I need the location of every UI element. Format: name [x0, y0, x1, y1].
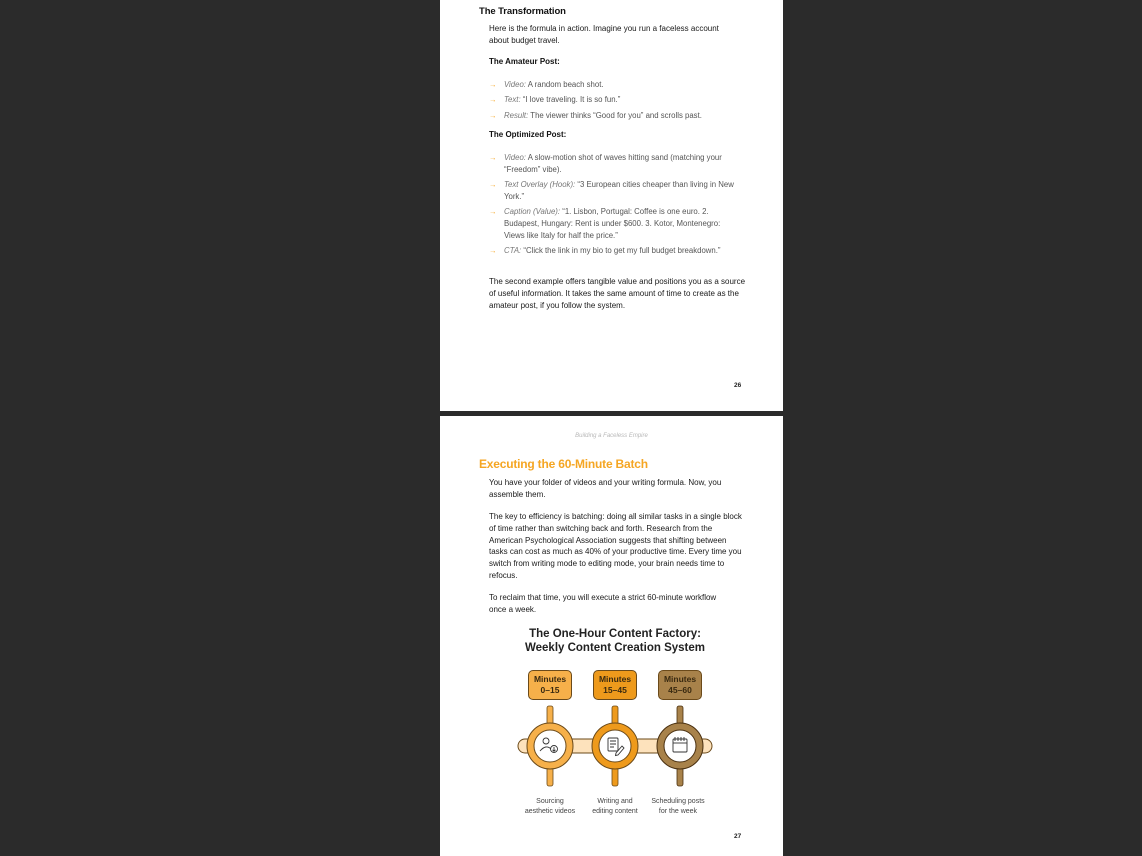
stage-3-inner: [664, 730, 696, 762]
infographic-title-line-2: Weekly Content Creation System: [524, 642, 705, 654]
list-item: [489, 94, 739, 106]
item-text: “3 European cities cheaper than living in New York.”: [504, 180, 734, 201]
closing-paragraph: The second example offers tangible value and positions you as a source of useful information. It takes the same amount of time to create as the amateur post, if you follow the system.: [489, 277, 746, 310]
stage-2-caption: Writing and editing content: [592, 798, 638, 815]
timeline-graphic: [500, 624, 730, 824]
list-item: [489, 79, 739, 91]
running-header: Building a Faceless Empire: [575, 433, 648, 439]
arrow-bullet-icon: →: [489, 153, 497, 162]
page-number: 27: [734, 833, 742, 840]
infographic-title-line-1: The One-Hour Content Factory:: [529, 628, 701, 640]
amateur-post-title: The Amateur Post:: [489, 57, 560, 66]
stage-3-time-badge: [658, 670, 702, 700]
content-factory-infographic: [500, 624, 730, 824]
stage-2-time-label: Minutes: [598, 674, 632, 684]
item-label: Text:: [504, 95, 521, 105]
section-heading: Executing the 60-Minute Batch: [479, 457, 648, 471]
arrow-bullet-icon: →: [489, 80, 497, 89]
paragraph-3: To reclaim that time, you will execute a strict 60-minute workflow once a week.: [489, 593, 717, 614]
item-text: The viewer thinks “Good for you” and scrolls past.: [528, 110, 702, 120]
list-item: [489, 206, 739, 241]
arrow-bullet-icon: →: [489, 180, 497, 190]
optimized-post-list: [489, 152, 739, 260]
arrow-bullet-icon: →: [489, 95, 497, 105]
stage-3-caption: Scheduling posts for the week: [651, 798, 705, 815]
stage-1-time-label: Minutes: [533, 674, 567, 684]
item-label: Caption (Value):: [504, 207, 561, 217]
stage-3-time-range: 45–60: [668, 685, 692, 695]
paragraph-2: The key to efficiency is batching: doing all similar tasks in a single block of time rather than switching back and forth. Research from the American Psychological Association suggests that shifting between tasks can cost as much as 40% of your productive time. Every time you switch from writing mode to editing mode, your brain needs time to refocus.: [489, 512, 742, 580]
list-item: [489, 152, 739, 176]
item-label: Video:: [504, 80, 526, 89]
list-item: [489, 179, 739, 203]
item-text: “1. Lisbon, Portugal: Coffee is one euro. 2. Budapest, Hungary: Rent is under $600. 3. Kotor, Montenegro: Views like Italy for half the price.”: [504, 207, 721, 240]
page-27: [440, 416, 783, 856]
item-label: Video:: [504, 153, 526, 162]
stage-1-time-badge: [528, 670, 572, 700]
stage-3-time-label: Minutes: [663, 674, 697, 684]
stage-2-inner: [599, 730, 631, 762]
item-label: Text Overlay (Hook):: [504, 180, 576, 190]
arrow-bullet-icon: →: [489, 110, 497, 120]
item-label: Result:: [504, 110, 529, 120]
intro-paragraph: Here is the formula in action. Imagine you run a faceless account about budget travel.: [489, 24, 719, 45]
list-item: [489, 245, 739, 257]
item-text: “I love traveling. It is so fun.”: [520, 95, 621, 105]
item-text: “Click the link in my bio to get my full budget breakdown.”: [521, 246, 721, 256]
stage-2-time-badge: [593, 670, 637, 700]
item-text: A random beach shot.: [525, 80, 604, 89]
stage-1-caption: Sourcing aesthetic videos: [524, 798, 576, 815]
paragraph-1: You have your folder of videos and your writing formula. Now, you assemble them.: [489, 478, 722, 499]
page-26: [440, 0, 783, 411]
list-item: [489, 110, 739, 122]
item-text: A slow-motion shot of waves hitting sand (matching your “Freedom” vibe).: [504, 153, 722, 174]
amateur-post-list: [489, 79, 739, 125]
page-number: 26: [734, 382, 742, 389]
arrow-bullet-icon: →: [489, 207, 497, 217]
stage-1-time-range: 0–15: [540, 685, 560, 695]
item-label: CTA:: [504, 246, 522, 256]
stage-2-time-range: 15–45: [603, 685, 627, 695]
arrow-bullet-icon: →: [489, 246, 497, 256]
optimized-post-title: The Optimized Post:: [489, 130, 567, 139]
stage-1-inner: [534, 730, 566, 762]
section-heading: The Transformation: [479, 6, 566, 17]
